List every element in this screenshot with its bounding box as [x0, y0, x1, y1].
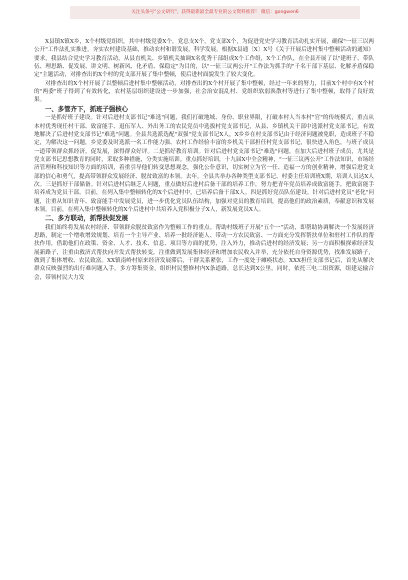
top-banner[interactable]: 关注头条号"公文研究"，获得最新最全最专业的公文资料推荐！ 微信：gongwen6: [70, 6, 360, 19]
body-paragraph: 对排查出的X个村开展了以整顿后进村集中整顿活动，对排查出的X个村开展了集中整顿，经过一年来的努力，目前X个村中有X个村的"两委"班子得到了有效转化，农村基层组织建设进一步加强，社会治安混乱村、党组织软弱涣散村等进行了集中整顿，取得了良好效果。: [34, 80, 374, 104]
body-paragraph: 我们始终将发展农村经济、带领群众脱贫致富作为整顿工作的重点。帮助村级班子开展"五个一"活动，即帮助协调解决一个发展经济思路，制定一个增收增效规划、培育一个主导产业、培养一批经济能人、带动一方农民致富、一方面充分发挥帮扶单位和驻村工作队的帮扶作用，借助他们在政策、资金、人才、技术、信息、项目等方面的优势，注入外力，推动后进村的经济发展；另一方面积极探索经济发展新路子，注重由救济式帮扶向开发式帮扶转变，注重做到发展集体经济和增加农民收入并举，充分依托自身资源优势，找准发展路子，做到了集体增收、农民致富。XX镇南岭村原来经济发展滞后，干群关系紧张，工作一度处于瘫痪状态。XXX担任支部书记后，首先从解决群众反映强烈的出行难问题入手，多方筹集资金，组织村民整修村内X条道路，总长达到X公里，同时，依托三电二组资源，组建运输合会，带领村民大力发: [34, 224, 374, 281]
section-heading: 一、多管齐下，抓班子强核心: [45, 104, 129, 113]
body-paragraph: 一是抓好班子建设。针对后进村支部书记"难选"问题，我们打破地域、身份、职业界限，打破本村人当本村"官"的传统模式，重点从本村优秀现任村干部、致富能手、退伍军人、外出务工的农民党员中选拔村党支部书记，从县、乡镇机关干部中选派村党支部书记，有效地解决了后进村党支部书记"难选"问题。全县共选派选配"双强"党支部书记X人，X乡乡在村支部书记由于经济问题被免职，造成班子不稳定，为解决这一问题，乡党委及时选派一名工作能力强、农村工作经验丰富的乡机关干部担任村党支部书记，很快进入角色，与班子成员一道带领群众抓经济，促发展，深得群众好评。二是抓好教育培训。针对后进村党支部书记"难选"问题，在加大后进村班子成员，尤其是党支部书记思想教育的同时，采取多种措施，分类实施培训。重点抓好培训，十九届X中全会精神，"一征三议两公开"工作法知识，市场经济管理和科技知识等方面的培训，着重引导他们转变思想观念，强化公仆意识，切实树立为官一任、造福一方的创业精神，增强后进党支部的信心和勇气，提高带领群众发展经济、脱贫致富的本领。去年，全县共举办各种类型支部书记、村委主任培训班X期，培训人员达X人次。三是抓好干部储备。针对后进村后继乏人问题，重点做好后进村后备干部的培养工作，努力把青年党员培养成致富能手，把致富能手培养成为党员干部。目前，在列入集中整顿转化的X个后进村中，已培养后备干部X人。四是抓好党员队伍建设。针对后进村党员"老化"问题，注重从知识青年、致富能手中发展党员，进一步优化党员队伍结构，加强对党员的教育培训，提高他们的政治素质，奉献意识和发展本领。目前，在列入集中整顿转化的X个后进村中共培养入党积极分子X人，新发展党员X人。: [34, 115, 374, 213]
body-paragraph: X县镇X镇X乡，X个村级党组织，其中村级党委X个，党总支X个，党支部X个，为促进党史学习教育活动扎实开展，确保"一征三以两公开"工作法扎实推进，夯实农村建设基础，推动农村和谐发展，科学发展。根据X县通〔X〕X号《关于开展后进村集中整顿活动的通知》要求，我县结合党史学习教育活动，从县直机关、乡镇机关抽调X名优秀干部组成X个工作组，X个工作队，在全县开展了以"建班子、带队伍、理思路、促发展、讲文明、树新风、化矛盾、保稳定"为目的，以"一征三议两公开"工作法为抓手的"千名干部下基层、化解矛盾保稳定"主题活动，对排查出的X个村的党支部开展了集中整顿，使后进村面貌发生了较大变化。: [34, 39, 374, 79]
section-heading: 二、多方联动，抓帮扶促发展: [45, 214, 129, 223]
document-body: [34, 38, 374, 282]
